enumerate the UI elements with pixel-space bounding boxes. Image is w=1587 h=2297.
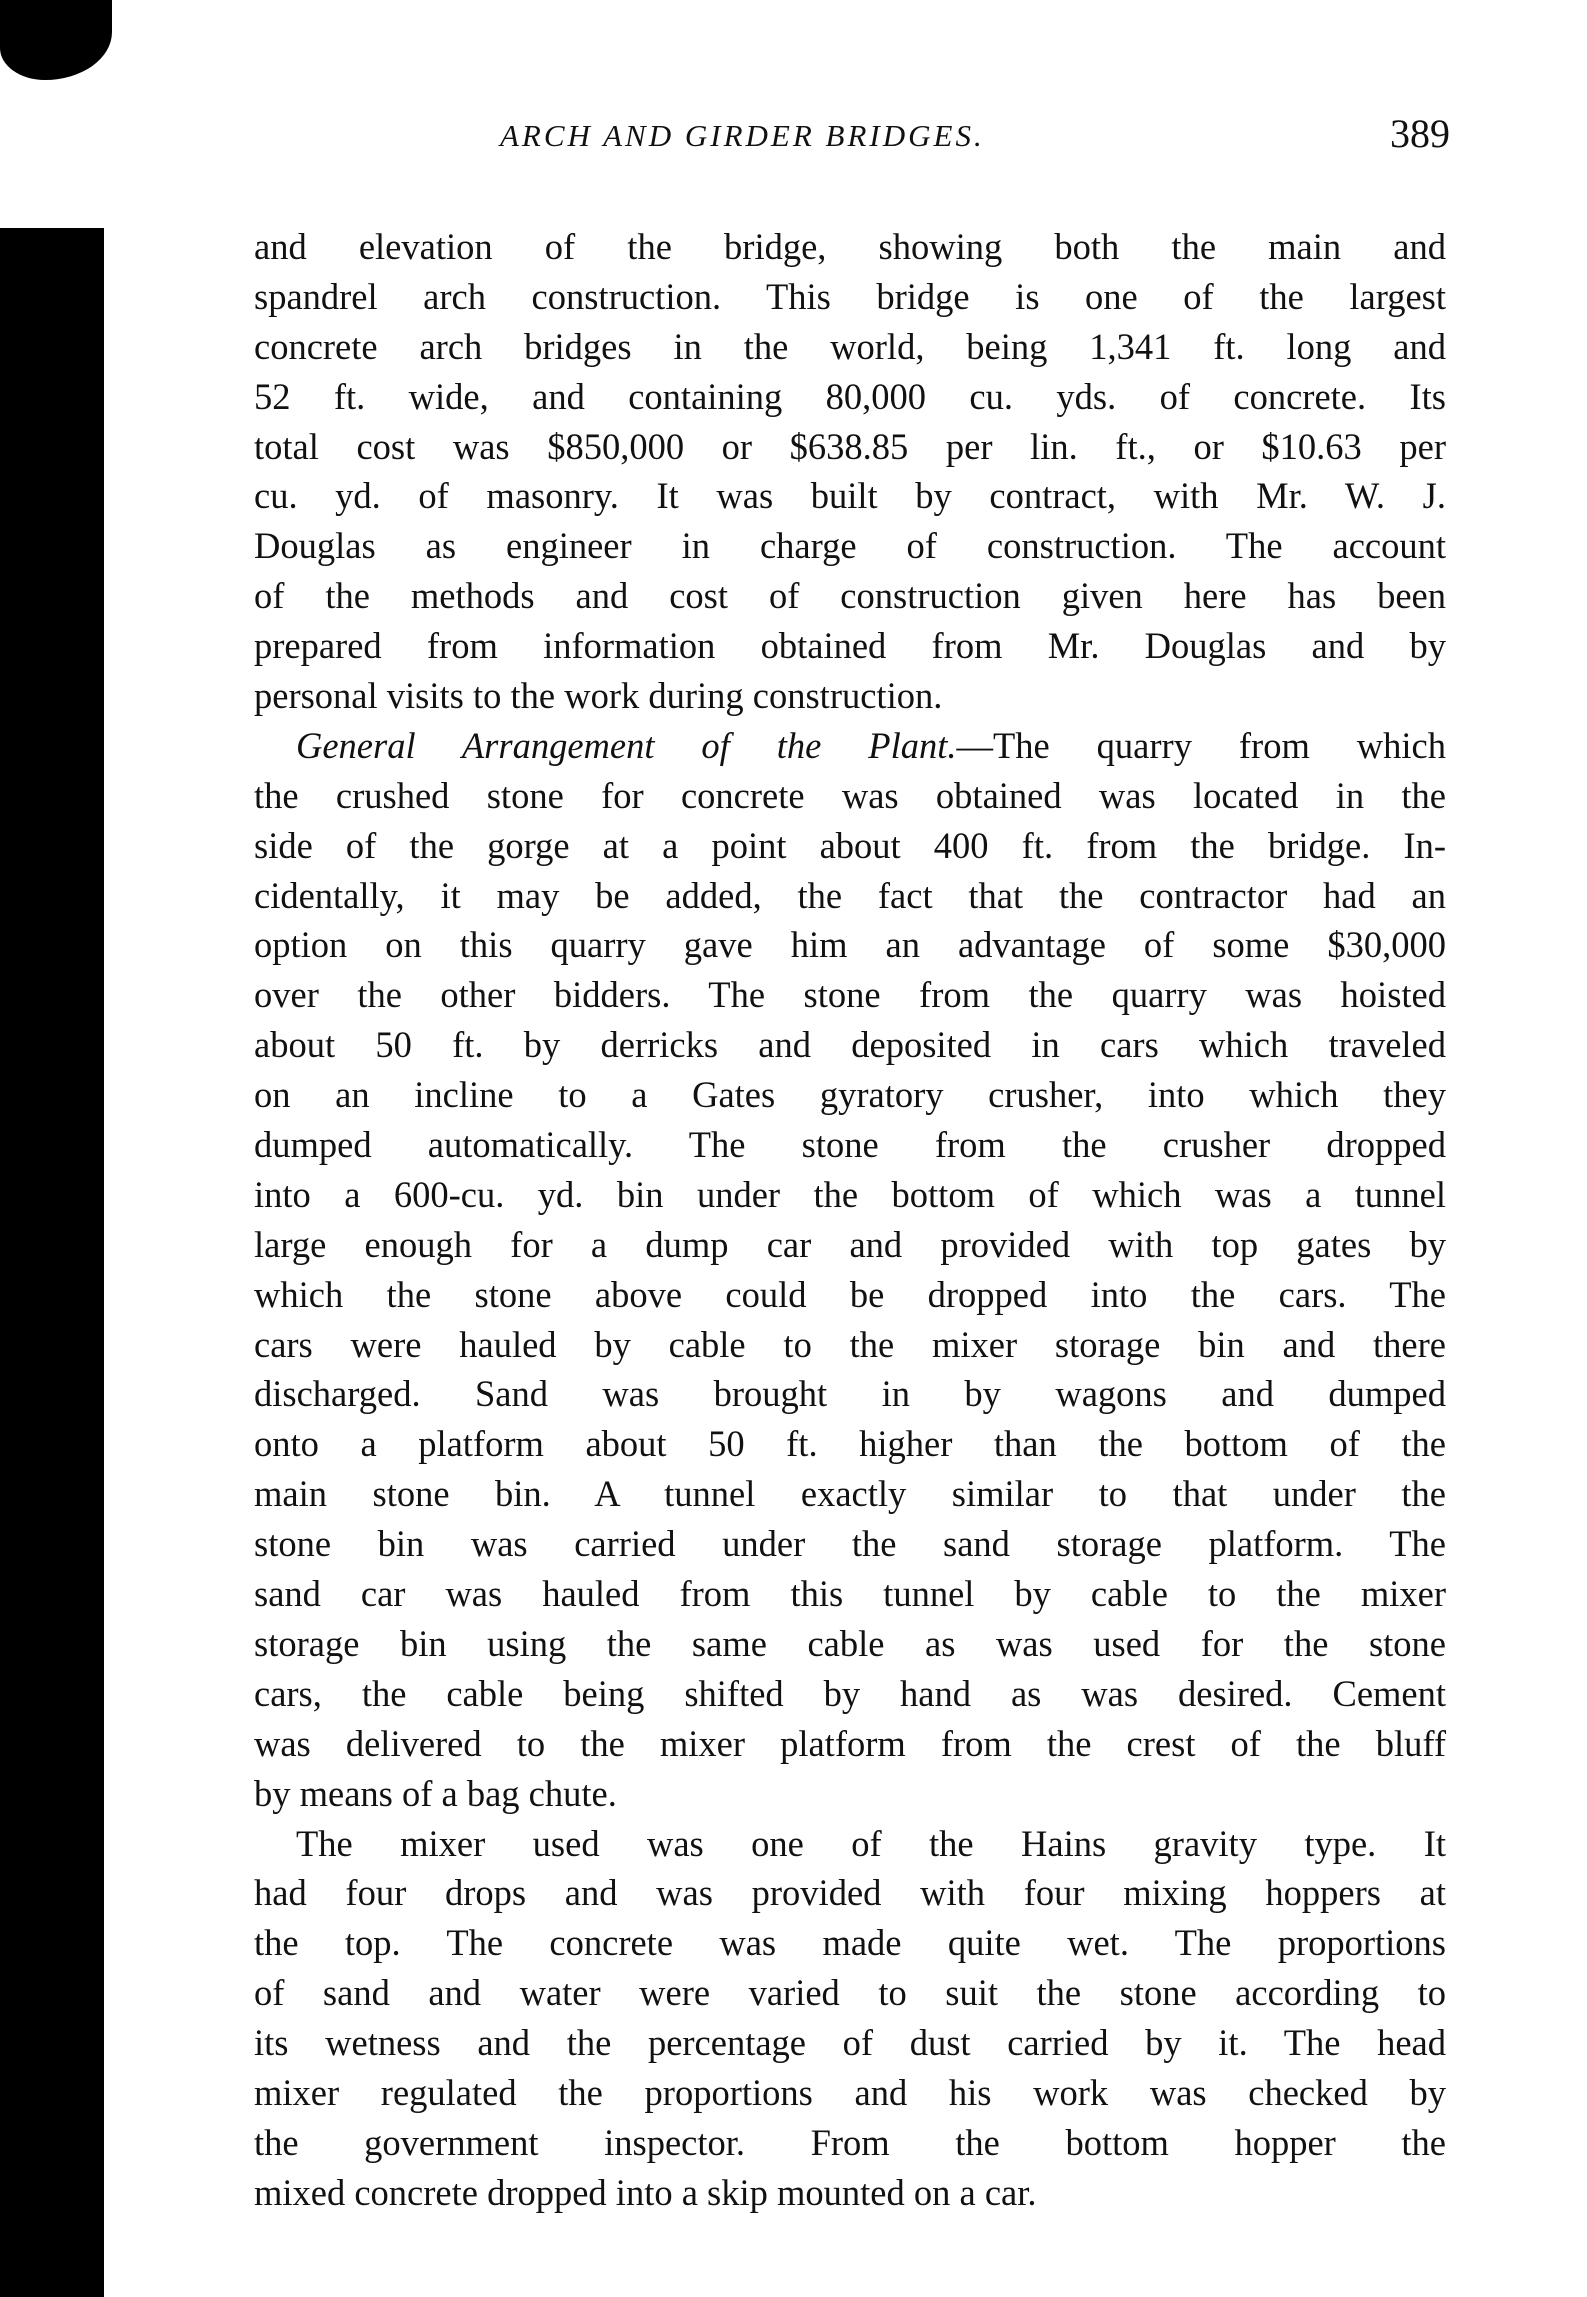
text-line	[254, 821, 1446, 871]
text-line	[254, 272, 1446, 322]
text-line-content: discharged. Sand was brought in by wagons and dumped	[254, 1373, 1446, 1415]
text-line	[254, 1868, 1446, 1918]
running-title: ARCH AND GIRDER BRIDGES.	[500, 118, 985, 153]
text-line-content: spandrel arch construction. This bridge is one of the largest	[254, 275, 1446, 317]
text-line-content: side of the gorge at a point about 400 ft. from the bridge. In-	[254, 824, 1446, 866]
text-line-content: storage bin using the same cable as was used for the stone	[254, 1622, 1446, 1664]
text-line	[254, 1769, 1446, 1819]
text-line	[254, 521, 1446, 571]
text-line-content: concrete arch bridges in the world, being 1,341 ft. long and	[254, 325, 1446, 367]
text-line-content: on an incline to a Gates gyratory crusher, into which they	[254, 1074, 1446, 1116]
text-line	[254, 671, 1446, 721]
text-line	[254, 1270, 1446, 1320]
text-line	[254, 372, 1446, 422]
text-line-content: mixed concrete dropped into a skip mounted on a car.	[254, 2171, 1037, 2213]
text-line	[254, 1220, 1446, 1270]
text-line	[254, 222, 1446, 272]
text-line-content: of the methods and cost of construction given here has been	[254, 575, 1446, 617]
text-line-content: about 50 ft. by derricks and deposited in cars which traveled	[254, 1024, 1446, 1066]
paragraph-3	[254, 1819, 1446, 2218]
text-line	[254, 2068, 1446, 2118]
text-line-content: onto a platform about 50 ft. higher than the bottom of the	[254, 1423, 1446, 1465]
text-line	[254, 1719, 1446, 1769]
text-line-content: cars were hauled by cable to the mixer storage bin and there	[254, 1323, 1446, 1365]
text-line	[254, 1419, 1446, 1469]
text-line	[254, 571, 1446, 621]
text-line	[254, 1320, 1446, 1370]
text-line	[254, 1070, 1446, 1120]
text-line	[254, 1519, 1446, 1569]
text-line-content: stone bin was carried under the sand storage platform. The	[254, 1523, 1446, 1565]
text-line-content: over the other bidders. The stone from the quarry was hoisted	[254, 974, 1446, 1016]
text-line-content: personal visits to the work during construction.	[254, 675, 943, 717]
text-line-content: the crushed stone for concrete was obtained was located in the	[254, 774, 1446, 816]
text-line	[254, 1819, 1446, 1869]
paragraph-2	[254, 721, 1446, 1819]
text-line-content: into a 600-cu. yd. bin under the bottom of which was a tunnel	[254, 1173, 1446, 1215]
text-line	[254, 1369, 1446, 1419]
text-line	[254, 1619, 1446, 1669]
text-line-content: The mixer used was one of the Hains gravity type. It	[296, 1822, 1446, 1864]
text-line-content: of sand and water were varied to suit the stone according to	[254, 1972, 1446, 2014]
scan-artifact-corner	[0, 0, 112, 80]
text-line-content: cars, the cable being shifted by hand as was desired. Cement	[254, 1672, 1446, 1714]
text-line-content: its wetness and the percentage of dust carried by it. The head	[254, 2022, 1446, 2064]
text-line	[254, 2118, 1446, 2168]
text-line-content: by means of a bag chute.	[254, 1772, 617, 1814]
text-line	[254, 1569, 1446, 1619]
text-line-content: cidentally, it may be added, the fact that the contractor had an	[254, 874, 1446, 916]
text-line-content: the top. The concrete was made quite wet. The proportions	[254, 1922, 1446, 1964]
text-line-content: and elevation of the bridge, showing both the main and	[254, 226, 1446, 267]
text-line-content: total cost was $850,000 or $638.85 per lin. ft., or $10.63 per	[254, 425, 1446, 467]
text-line	[254, 1918, 1446, 1968]
section-heading: General Arrangement of the Plant.	[296, 724, 957, 766]
scan-binding-shadow	[0, 228, 104, 2297]
text-line	[254, 1170, 1446, 1220]
page-number: 389	[1390, 111, 1450, 156]
page-body	[254, 222, 1446, 2218]
text-line	[254, 1020, 1446, 1070]
text-line-content: main stone bin. A tunnel exactly similar to that under the	[254, 1473, 1446, 1515]
text-line-content: which the stone above could be dropped into the cars. The	[254, 1273, 1446, 1315]
text-line	[254, 1120, 1446, 1170]
text-line-content: sand car was hauled from this tunnel by cable to the mixer	[254, 1573, 1446, 1615]
text-line	[254, 322, 1446, 372]
paragraph-1	[254, 222, 1446, 721]
text-line	[254, 1469, 1446, 1519]
text-line	[254, 1968, 1446, 2018]
text-line-content: prepared from information obtained from Mr. Douglas and by	[254, 625, 1446, 667]
text-line-content: option on this quarry gave him an advantage of some $30,000	[254, 924, 1446, 966]
text-line	[254, 970, 1446, 1020]
text-line	[254, 422, 1446, 472]
text-line	[254, 471, 1446, 521]
text-line-content: had four drops and was provided with four mixing hoppers at	[254, 1872, 1446, 1914]
text-line	[254, 920, 1446, 970]
text-line-content: was delivered to the mixer platform from the crest of the bluff	[254, 1722, 1446, 1764]
text-line-content: the government inspector. From the bottom hopper the	[254, 2121, 1446, 2163]
text-line-rest: —The quarry from which	[956, 724, 1446, 766]
text-line-content: large enough for a dump car and provided with top gates by	[254, 1223, 1446, 1265]
text-line	[254, 2168, 1446, 2218]
text-line	[254, 721, 1446, 771]
text-line-content: mixer regulated the proportions and his work was checked by	[254, 2071, 1446, 2113]
text-line	[254, 621, 1446, 671]
text-line	[254, 771, 1446, 821]
text-line-content: Douglas as engineer in charge of construction. The account	[254, 525, 1446, 567]
text-line-content: dumped automatically. The stone from the crusher dropped	[254, 1124, 1446, 1166]
text-line	[254, 871, 1446, 921]
text-line	[254, 2018, 1446, 2068]
text-line-content: 52 ft. wide, and containing 80,000 cu. yds. of concrete. Its	[254, 375, 1446, 417]
text-line	[254, 1669, 1446, 1719]
text-line-content: cu. yd. of masonry. It was built by contract, with Mr. W. J.	[254, 475, 1446, 517]
